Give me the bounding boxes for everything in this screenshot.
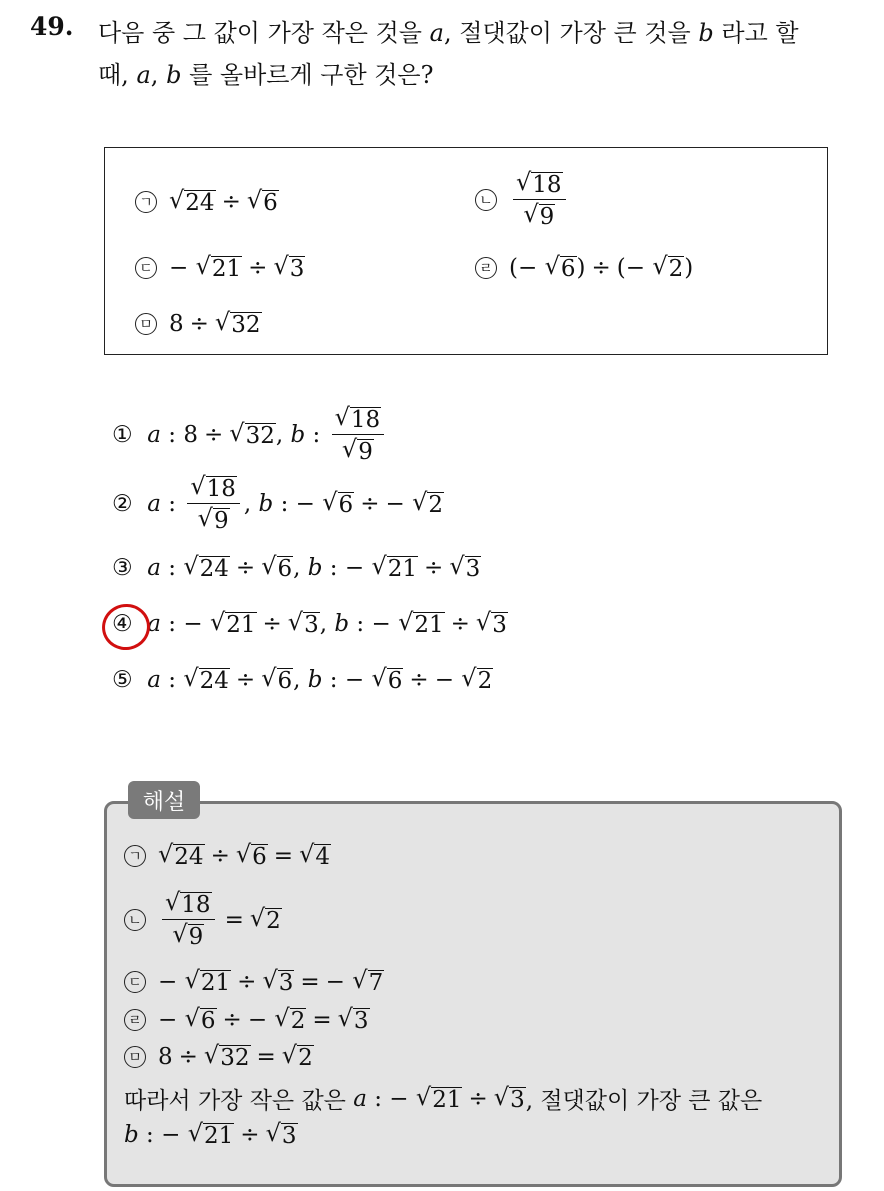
sol-marker-mieum: ㅁ <box>124 1046 146 1068</box>
marker-digeut: ㄷ <box>135 257 157 279</box>
var-b-2: b <box>166 61 182 89</box>
question-line2-suffix: 를 올바르게 구한 것은? <box>189 61 434 89</box>
var-a: a <box>429 19 444 47</box>
choice-3[interactable]: ③ a : √ 24 ÷ √ 6 , b : − √ 21 ÷ √ 3 <box>112 552 481 582</box>
solution-mieum: ㅁ 8 ÷ √ 32 = √ 2 <box>124 1043 314 1070</box>
question-line1-prefix: 다음 중 그 값이 가장 작은 것을 <box>98 19 422 47</box>
expr-nieun: ㄴ √ 18 √ 9 <box>475 170 570 229</box>
conclusion-mid: , 절댓값이 가장 큰 값은 <box>525 1088 763 1114</box>
marker-mieum: ㅁ <box>135 313 157 335</box>
sol-marker-giyeok: ㄱ <box>124 845 146 867</box>
choice-5-number: ⑤ <box>112 666 133 693</box>
question-text <box>98 12 868 96</box>
sol-marker-nieun: ㄴ <box>124 909 146 931</box>
question-number: 49. <box>30 12 74 41</box>
sol-marker-rieul: ㄹ <box>124 1009 146 1031</box>
choice-4[interactable]: ④ a : − √ 21 ÷ √ 3 , b : − √ 21 ÷ √ 3 <box>112 608 507 638</box>
question-line2-comma: , <box>150 61 159 89</box>
expr-mieum: ㅁ 8 ÷ √ 32 <box>135 310 262 337</box>
choice-4-number: ④ <box>112 610 133 637</box>
solution-conclusion-line1: 따라서 가장 작은 값은 a : − √ 21 ÷ √ 3 , 절댓값이 가장 큰 값은 <box>124 1082 763 1114</box>
choice-5[interactable]: ⑤ a : √ 24 ÷ √ 6 , b : − √ 6 ÷ − √ 2 <box>112 664 493 694</box>
expr-rieul: ㄹ (− √ 6 ) ÷ (− √ 2 ) <box>475 254 693 281</box>
choice-1[interactable]: ① a : 8 ÷ √ 32 , b : √ 18 √ 9 <box>112 405 388 464</box>
solution-nieun: ㄴ √ 18 √ 9 = √ 2 <box>124 890 282 949</box>
expr-digeut: ㄷ − √ 21 ÷ √ 3 <box>135 254 305 281</box>
question-line2-prefix: 때, <box>98 61 129 89</box>
solution-conclusion-line2: b : − √ 21 ÷ √ 3 <box>124 1119 297 1149</box>
question-line1-suffix: 라고 할 <box>721 19 799 47</box>
choice-1-number: ① <box>112 421 133 448</box>
choice-2[interactable]: ② a : √ 18 √ 9 , b : − √ 6 ÷ − √ 2 <box>112 472 443 535</box>
var-a-2: a <box>136 61 151 89</box>
given-expressions-box <box>104 147 828 355</box>
var-b: b <box>698 19 714 47</box>
marker-nieun: ㄴ <box>475 189 497 211</box>
solution-digeut: ㄷ − √ 21 ÷ √ 3 = − √ 7 <box>124 968 384 995</box>
solution-rieul: ㄹ − √ 6 ÷ − √ 2 = √ 3 <box>124 1006 370 1033</box>
solution-label: 해설 <box>128 781 200 819</box>
marker-giyeok: ㄱ <box>135 191 157 213</box>
selected-answer-mark <box>98 600 155 655</box>
marker-rieul: ㄹ <box>475 257 497 279</box>
expr-giyeok: ㄱ √ 24 ÷ √ 6 <box>135 188 279 215</box>
sol-marker-digeut: ㄷ <box>124 971 146 993</box>
question-line1-mid: , 절댓값이 가장 큰 것을 <box>443 19 691 47</box>
choice-3-number: ③ <box>112 554 133 581</box>
conclusion-prefix: 따라서 가장 작은 값은 <box>124 1088 346 1114</box>
choice-2-number: ② <box>112 490 133 517</box>
solution-giyeok: ㄱ √ 24 ÷ √ 6 = √ 4 <box>124 842 331 869</box>
